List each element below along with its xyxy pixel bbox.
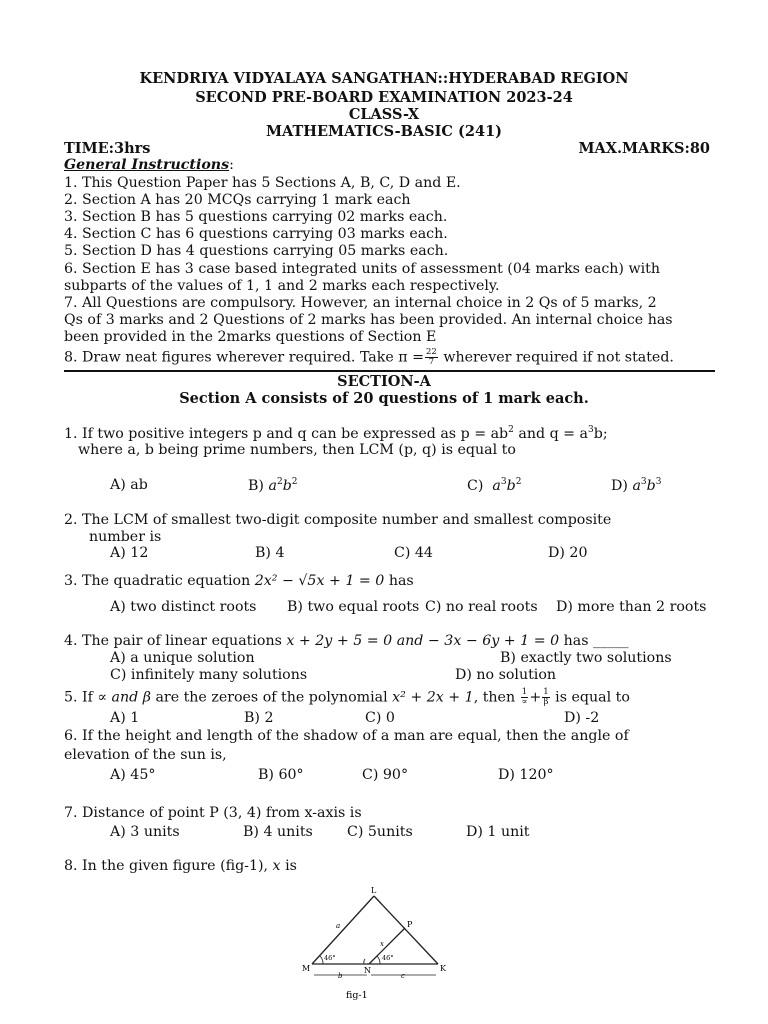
triangle-figure: [290, 884, 460, 1006]
q5-mid2: , then: [473, 689, 520, 706]
q5-option-a: A) 1: [110, 710, 140, 726]
q3-option-b: B) two equal roots: [287, 599, 420, 615]
q1-text-a: 1. If two positive integers p and q can be expressed as p = ab: [64, 426, 509, 442]
instruction-8-tail: wherever required if not stated.: [438, 349, 674, 366]
q1-c-label: C): [467, 478, 484, 494]
instructions-title: General Instructions: [64, 157, 230, 173]
pi-numerator: 22: [426, 347, 437, 357]
q1-text-b: and q = a: [513, 426, 589, 442]
question-4: [64, 633, 629, 649]
q1-c-var2: b: [506, 478, 516, 494]
q7-option-c: C) 5units: [347, 824, 413, 840]
q8-text: 8. In the given figure (fig-1),: [64, 858, 273, 874]
q3-option-a: A) two distinct roots: [110, 599, 257, 615]
section-subtitle: Section A consists of 20 questions of 1 mark each.: [179, 390, 589, 407]
instruction-4: 4. Section C has 6 questions carrying 03 marks each.: [64, 226, 448, 242]
q1-b-var2: b: [282, 478, 292, 494]
q1-c-exp2: 2: [515, 477, 522, 487]
q5-option-c: C) 0: [365, 710, 395, 726]
side-ml: [312, 896, 374, 964]
label-N: N: [364, 966, 371, 975]
class-label: CLASS-X: [348, 106, 420, 123]
q8-tail: is: [280, 858, 297, 874]
q7-option-b: B) 4 units: [243, 824, 313, 840]
instruction-6-line1: 6. Section E has 3 case based integrated units of assessment (04 marks each) with: [64, 261, 660, 277]
angle-arc-n: [377, 956, 380, 964]
q5-tail: is equal to: [550, 689, 630, 706]
pi-denominator: 7: [428, 357, 435, 367]
question-1-line1: [64, 425, 608, 442]
instructions-heading: [64, 157, 234, 173]
label-K: K: [440, 964, 446, 973]
q1-d-exp1: 3: [640, 477, 647, 487]
q3-equation: 2x² − √5x + 1 = 0: [254, 573, 385, 589]
q1-d-exp2: 3: [655, 477, 662, 487]
q5-option-b: B) 2: [244, 710, 274, 726]
q3-option-d: D) more than 2 roots: [556, 599, 707, 615]
q4-option-a: A) a unique solution: [110, 650, 255, 666]
q5-f1-den: ∝: [521, 697, 528, 707]
question-5: [64, 688, 630, 707]
q2-option-d: D) 20: [548, 545, 588, 561]
instruction-8: [64, 348, 674, 367]
q1-b-label: B): [248, 478, 264, 494]
question-3: [64, 573, 414, 589]
q5-f1-num: 1: [521, 687, 528, 697]
q7-option-d: D) 1 unit: [466, 824, 530, 840]
q6-option-a: A) 45°: [110, 767, 156, 783]
q1-b-exp2: 2: [291, 477, 298, 487]
exam-title: SECOND PRE-BOARD EXAMINATION 2023-24: [195, 89, 573, 106]
q2-option-b: B) 4: [255, 545, 285, 561]
q1-option-b: [248, 477, 298, 494]
q1-option-a: A) ab: [110, 477, 148, 493]
q6-option-c: C) 90°: [362, 767, 409, 783]
q8-variable: x: [272, 858, 281, 874]
q1-text-c: b;: [593, 426, 608, 442]
q5-mid: are the zeroes of the polynomial: [150, 689, 393, 706]
q3-tail: has: [384, 573, 414, 589]
q1-b-exp1: 2: [276, 477, 283, 487]
q5-option-d: D) -2: [564, 710, 600, 726]
school-name: KENDRIYA VIDYALAYA SANGATHAN::HYDERABAD REGION: [139, 70, 629, 87]
question-6-line1: 6. If the height and length of the shadow of a man are equal, then the angle of: [64, 728, 629, 744]
q1-option-d: [611, 477, 661, 494]
label-side-b: b: [338, 972, 343, 980]
question-1-line2: where a, b being prime numbers, then LCM (p, q) is equal to: [78, 442, 516, 458]
label-L: L: [371, 886, 377, 895]
question-2-line2: number is: [89, 529, 162, 545]
q5-f2-num: 1: [543, 687, 549, 697]
q1-sup-2: 3: [588, 425, 594, 435]
instruction-2: 2. Section A has 20 MCQs carrying 1 mark each: [64, 192, 411, 208]
label-angle-x: x: [380, 940, 384, 948]
angle-arc-m: [320, 956, 323, 964]
instructions-colon: :: [229, 157, 234, 173]
q4-equation: x + 2y + 5 = 0 and − 3x − 6y + 1 = 0: [286, 633, 560, 649]
q4-option-c: C) infinitely many solutions: [110, 667, 308, 683]
label-side-c: c: [401, 972, 405, 980]
q3-option-c: C) no real roots: [425, 599, 538, 615]
q4-text: 4. The pair of linear equations: [64, 633, 287, 649]
q7-option-a: A) 3 units: [110, 824, 180, 840]
instruction-5: 5. Section D has 4 questions carrying 05 marks each.: [64, 243, 449, 259]
label-angle-n: 46°: [382, 954, 394, 962]
instruction-6-line2: subparts of the values of 1, 1 and 2 marks each respectively.: [64, 278, 500, 294]
instruction-8-text: 8. Draw neat figures wherever required. Take π =: [64, 349, 424, 366]
instruction-1: 1. This Question Paper has 5 Sections A, B, C, D and E.: [64, 175, 461, 191]
label-M: M: [302, 964, 311, 973]
instruction-7-line1: 7. All Questions are compulsory. However, an internal choice in 2 Qs of 5 marks, 2: [64, 295, 657, 311]
q5-fraction-1: [521, 688, 529, 707]
angle-arc-x: [364, 959, 365, 964]
instruction-7-line2: Qs of 3 marks and 2 Questions of 2 marks has been provided. An internal choice has: [64, 312, 673, 328]
subject-label: MATHEMATICS-BASIC (241): [265, 123, 503, 140]
question-8: [64, 858, 297, 874]
q1-sup-1: 2: [508, 425, 514, 435]
q5-roots: ∝ and β: [97, 689, 151, 706]
q1-option-c: [467, 477, 521, 494]
q2-option-a: A) 12: [110, 545, 149, 561]
q6-option-d: D) 120°: [498, 767, 554, 783]
q5-fraction-2: [542, 688, 549, 707]
q4-option-b: B) exactly two solutions: [500, 650, 672, 666]
label-angle-m: 46°: [324, 954, 336, 962]
section-title: SECTION-A: [337, 373, 431, 390]
section-divider: [64, 370, 715, 372]
time-label: TIME:3hrs: [64, 140, 151, 157]
q5-plus: +: [529, 689, 542, 706]
figure-caption: fig-1: [346, 990, 368, 1001]
label-side-a: a: [336, 922, 341, 930]
q4-option-d: D) no solution: [455, 667, 557, 683]
max-marks-label: MAX.MARKS:80: [578, 140, 710, 157]
q6-option-b: B) 60°: [258, 767, 304, 783]
q5-text: 5. If: [64, 689, 98, 706]
q5-f2-den: β: [543, 697, 549, 707]
pi-fraction: [425, 348, 438, 367]
q4-tail: has _____: [559, 633, 629, 649]
q1-c-var1: a: [492, 478, 501, 494]
q1-b-var1: a: [268, 478, 277, 494]
question-6-line2: elevation of the sun is,: [64, 747, 227, 763]
question-7: 7. Distance of point P (3, 4) from x-axis is: [64, 805, 362, 821]
label-P: P: [407, 920, 413, 929]
q1-d-var2: b: [646, 478, 656, 494]
q3-text: 3. The quadratic equation: [64, 573, 255, 589]
q5-polynomial: x² + 2x + 1: [392, 689, 474, 706]
q1-d-var1: a: [632, 478, 641, 494]
instruction-7-line3: been provided in the 2marks questions of Section E: [64, 329, 437, 345]
instruction-3: 3. Section B has 5 questions carrying 02 marks each.: [64, 209, 448, 225]
question-2-line1: 2. The LCM of smallest two-digit composite number and smallest composite: [64, 512, 612, 528]
q1-d-label: D): [611, 478, 628, 494]
q1-c-exp1: 3: [500, 477, 507, 487]
q2-option-c: C) 44: [394, 545, 433, 561]
